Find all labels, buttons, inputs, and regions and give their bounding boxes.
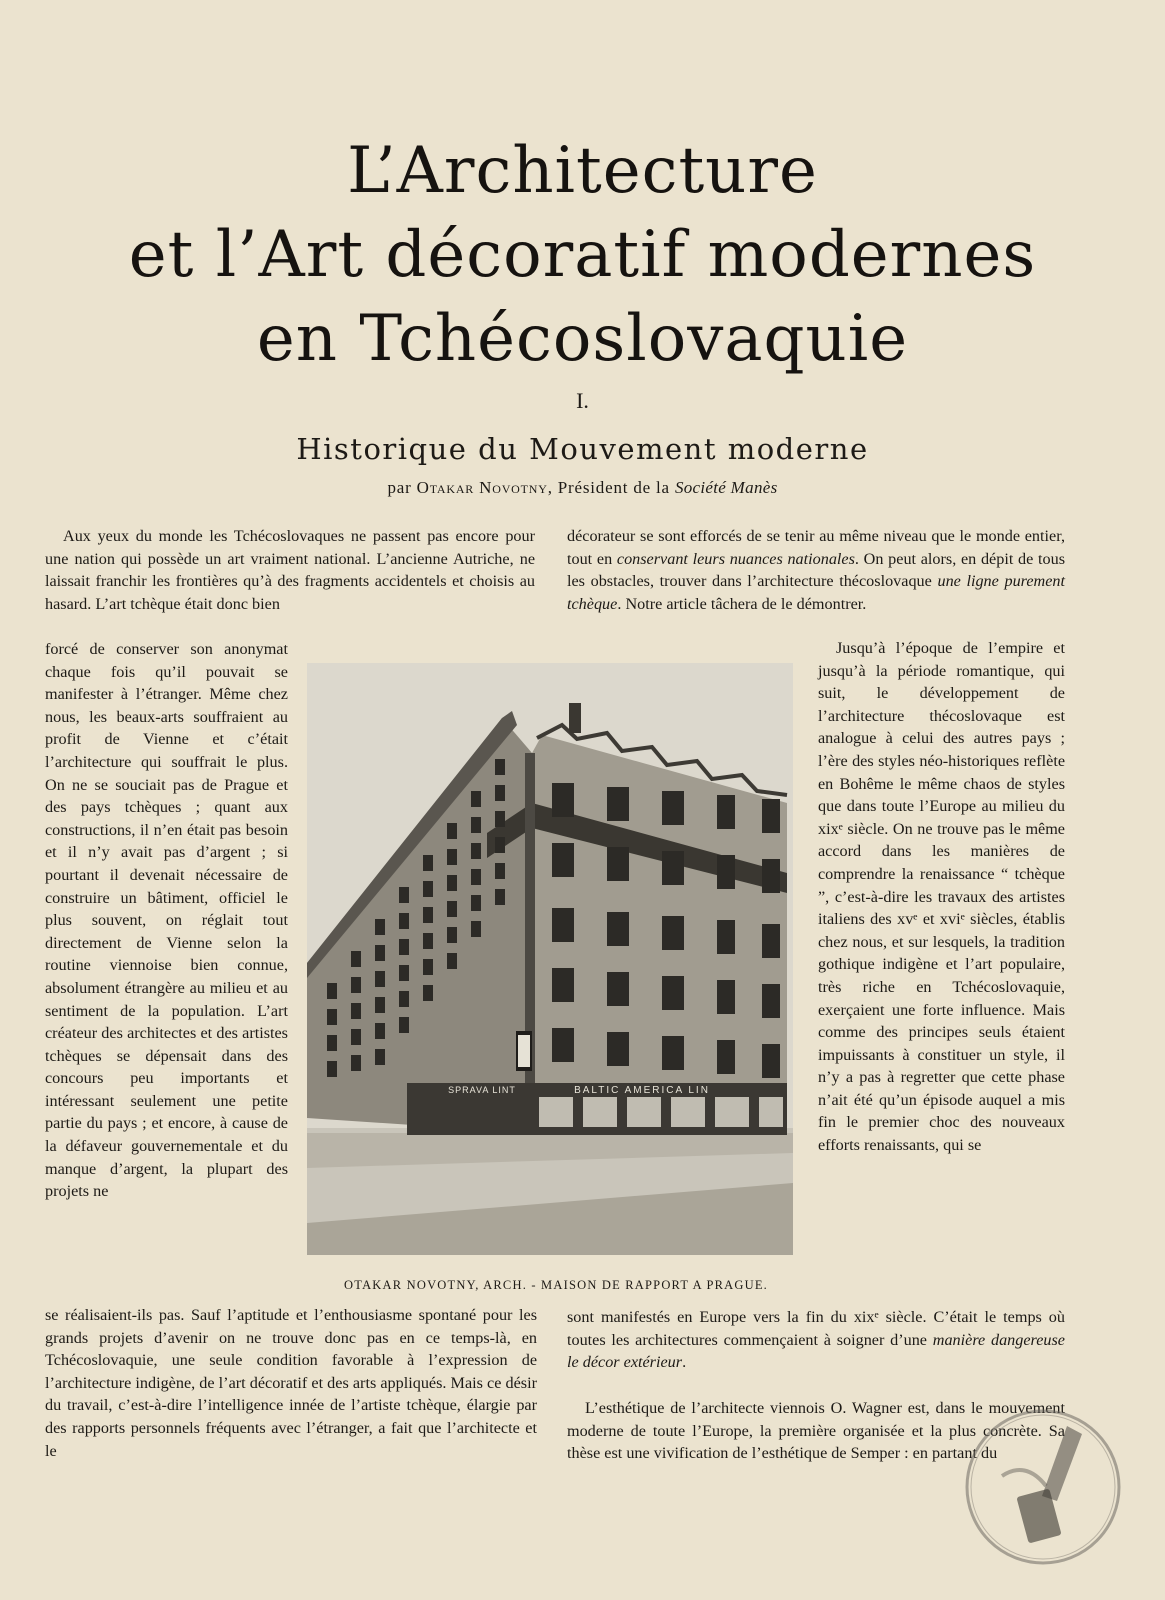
window	[351, 1055, 361, 1071]
window	[717, 855, 735, 889]
paragraph	[567, 525, 1065, 615]
window	[447, 875, 457, 891]
window	[662, 1036, 684, 1070]
window	[471, 869, 481, 885]
window	[423, 959, 433, 975]
shop-sign-right: BALTIC AMERICA LIN	[574, 1085, 710, 1096]
window	[717, 980, 735, 1014]
emphasis: manière dangereuse le décor extérieur	[567, 1330, 1065, 1372]
left-column-narrow	[45, 638, 288, 1203]
window	[552, 843, 574, 877]
window	[447, 953, 457, 969]
emphasis: conservant leurs nuances nationales	[616, 549, 855, 568]
window	[327, 983, 337, 999]
window	[471, 843, 481, 859]
window	[662, 791, 684, 825]
window	[607, 912, 629, 946]
right-column-top	[567, 525, 1065, 615]
window	[552, 1028, 574, 1062]
window	[399, 939, 409, 955]
window	[662, 916, 684, 950]
left-column-bottom	[45, 1304, 537, 1462]
window	[327, 1009, 337, 1025]
building-illustration	[307, 663, 793, 1255]
window	[762, 859, 780, 893]
window	[662, 851, 684, 885]
window	[495, 889, 505, 905]
emphasis: une ligne purement tchèque	[567, 572, 1066, 613]
window	[607, 847, 629, 881]
part-numeral: I.	[576, 388, 589, 413]
window	[495, 863, 505, 879]
window	[399, 965, 409, 981]
window	[399, 887, 409, 903]
window	[552, 908, 574, 942]
window	[351, 977, 361, 993]
window	[662, 976, 684, 1010]
window	[471, 791, 481, 807]
window	[375, 997, 385, 1013]
hand-stamp-icon	[962, 1406, 1124, 1568]
window	[447, 927, 457, 943]
window	[423, 907, 433, 923]
window	[399, 1017, 409, 1033]
window	[375, 919, 385, 935]
left-column-intro	[45, 525, 535, 615]
byline-author: Otakar Novotny	[416, 478, 548, 497]
window	[399, 991, 409, 1007]
shop-sign-left: SPRAVA LINT	[448, 1085, 516, 1095]
window	[399, 913, 409, 929]
window	[495, 811, 505, 827]
window	[351, 1029, 361, 1045]
window	[351, 1003, 361, 1019]
photo-caption: OTAKAR NOVOTNY, ARCH. - MAISON DE RAPPORT A PRAGUE.	[344, 1278, 768, 1292]
window	[471, 895, 481, 911]
window	[552, 968, 574, 1002]
window	[762, 799, 780, 833]
window	[495, 837, 505, 853]
byline	[0, 478, 1165, 498]
window	[375, 971, 385, 987]
paragraph: Jusqu’à l’époque de l’empire et jusqu’à la période romantique, qui suit, le développement de l’architecture thécoslovaque est analogue à celui des autres pays ; l’ère des styles néo-historiques reflète en Bohême le même chaos de styles que dans toute l’Europe au milieu du xixᵉ siècle. On ne trouve pas le même accord dans les manières de comprendre la renaissance “ tchèque ”, c’est-à-dire les travaux des artistes italiens des xvᵉ et xviᵉ siècles, établis chez nous, et sur lesquels, la tradition gothique indigène et l’art populaire, très riche en Tchécoslovaquie, exerçaient une forte influence. Mais comme des principes seuls étaient impuissants à constituer un style, il n’y a pas à regretter que cette phase n’ait été qu’un épisode auquel a mis fin le premier choc des nouveaux efforts renaissants, qui se	[818, 639, 1065, 1155]
byline-prefix: par	[387, 478, 412, 497]
window	[717, 795, 735, 829]
window	[495, 785, 505, 801]
window	[375, 945, 385, 961]
byline-society: Société Manès	[674, 478, 778, 497]
title-line-2: et l’Art décoratif modernes	[128, 218, 1037, 292]
text-run: . On peut alors, en dépit de tous les obstacles, trouver dans l’architecture thécoslovaque	[567, 549, 1066, 591]
text-run: sont manifestés en Europe vers la fin du xixᵉ siècle. C’était le temps où toutes les architectures commençaient à soigner d’une	[567, 1308, 1065, 1349]
window	[717, 920, 735, 954]
building-photograph	[307, 663, 793, 1255]
window	[351, 951, 361, 967]
window	[375, 1023, 385, 1039]
window	[495, 759, 505, 775]
window	[447, 849, 457, 865]
window	[552, 783, 574, 817]
window	[447, 823, 457, 839]
text-run: .	[682, 1353, 687, 1372]
right-column-narrow	[818, 637, 1065, 1157]
window	[327, 1061, 337, 1077]
window	[423, 855, 433, 871]
window	[762, 984, 780, 1018]
paragraph: forcé de conserver son anonymat chaque fois qu’il pouvait se manifester à l’étranger. Même chez nous, les beaux-arts souffraient au profit de Vienne et c’était l’architecture qui souffrait le plus. On ne se souciait pas de Prague et des pays tchèques ; quant aux constructions, il n’en était pas besoin et il n’y avait pas d’argent ; si pourtant il devenait nécessaire de construire un bâtiment, officiel le plus souvent, on réglait tout directement de Vienne selon la routine viennoise bien connue, absolument étrangère au milieu et au sentiment de la population. L’art créateur des architectes et des artistes tchèques se dépensait dans des concours peu importants et intéressant seulement une petite partie du pays ; et encore, à cause de la défaveur gouvernementale et du manque d’argent, la plupart des projets ne	[45, 640, 288, 1201]
right-column-bottom	[567, 1306, 1065, 1374]
paragraph: se réalisaient-ils pas. Sauf l’aptitude et l’enthousiasme spontané pour les grands projets d’avenir on ne trouve donc pas en ce temps-là, en Tchécoslovaquie, une seule condition favorable à l’expression de l’architecture indigène, de l’art décoratif et des arts appliqués. Mais ce désir du travail, c’est-à-dire l’intelligence innée de l’artiste tchèque, élargie par des rapports personnels fréquents avec l’étranger, a fait que l’architecte et le	[45, 1306, 537, 1460]
paragraph: Aux yeux du monde les Tchécoslovaques ne passent pas encore pour une nation qui possède un art vraiment national. L’ancienne Autriche, ne laissait franchir les frontières qu’à des fragments accidentels et choisis au hasard. L’art tchèque était donc bien	[45, 527, 535, 613]
window	[762, 1044, 780, 1078]
text-run: . Notre article tâchera de le démontrer.	[617, 594, 867, 613]
window	[423, 933, 433, 949]
article-subtitle: Historique du Mouvement moderne	[296, 432, 869, 466]
window	[447, 901, 457, 917]
text-run: décorateur se sont efforcés de se tenir au même niveau que le monde entier, tout en	[567, 527, 1065, 568]
window	[607, 787, 629, 821]
window	[607, 1032, 629, 1066]
title-line-3: en Tchécoslovaquie	[256, 302, 909, 376]
window	[471, 921, 481, 937]
window	[762, 924, 780, 958]
byline-role: , Président de la	[547, 478, 670, 497]
window	[327, 1035, 337, 1051]
paragraph: L’esthétique de l’architecte viennois O. Wagner est, dans le mouvement moderne de toute l’Europe, la première organisée et la plus concrète. Sa thèse est une vivification de l’esthétique de Semper : en partant du	[567, 1399, 1065, 1463]
window	[607, 972, 629, 1006]
window	[423, 881, 433, 897]
paragraph	[567, 1306, 1065, 1374]
title-line-1: L’Architecture	[347, 134, 818, 208]
window	[375, 1049, 385, 1065]
window	[423, 985, 433, 1001]
window	[717, 1040, 735, 1074]
window	[471, 817, 481, 833]
